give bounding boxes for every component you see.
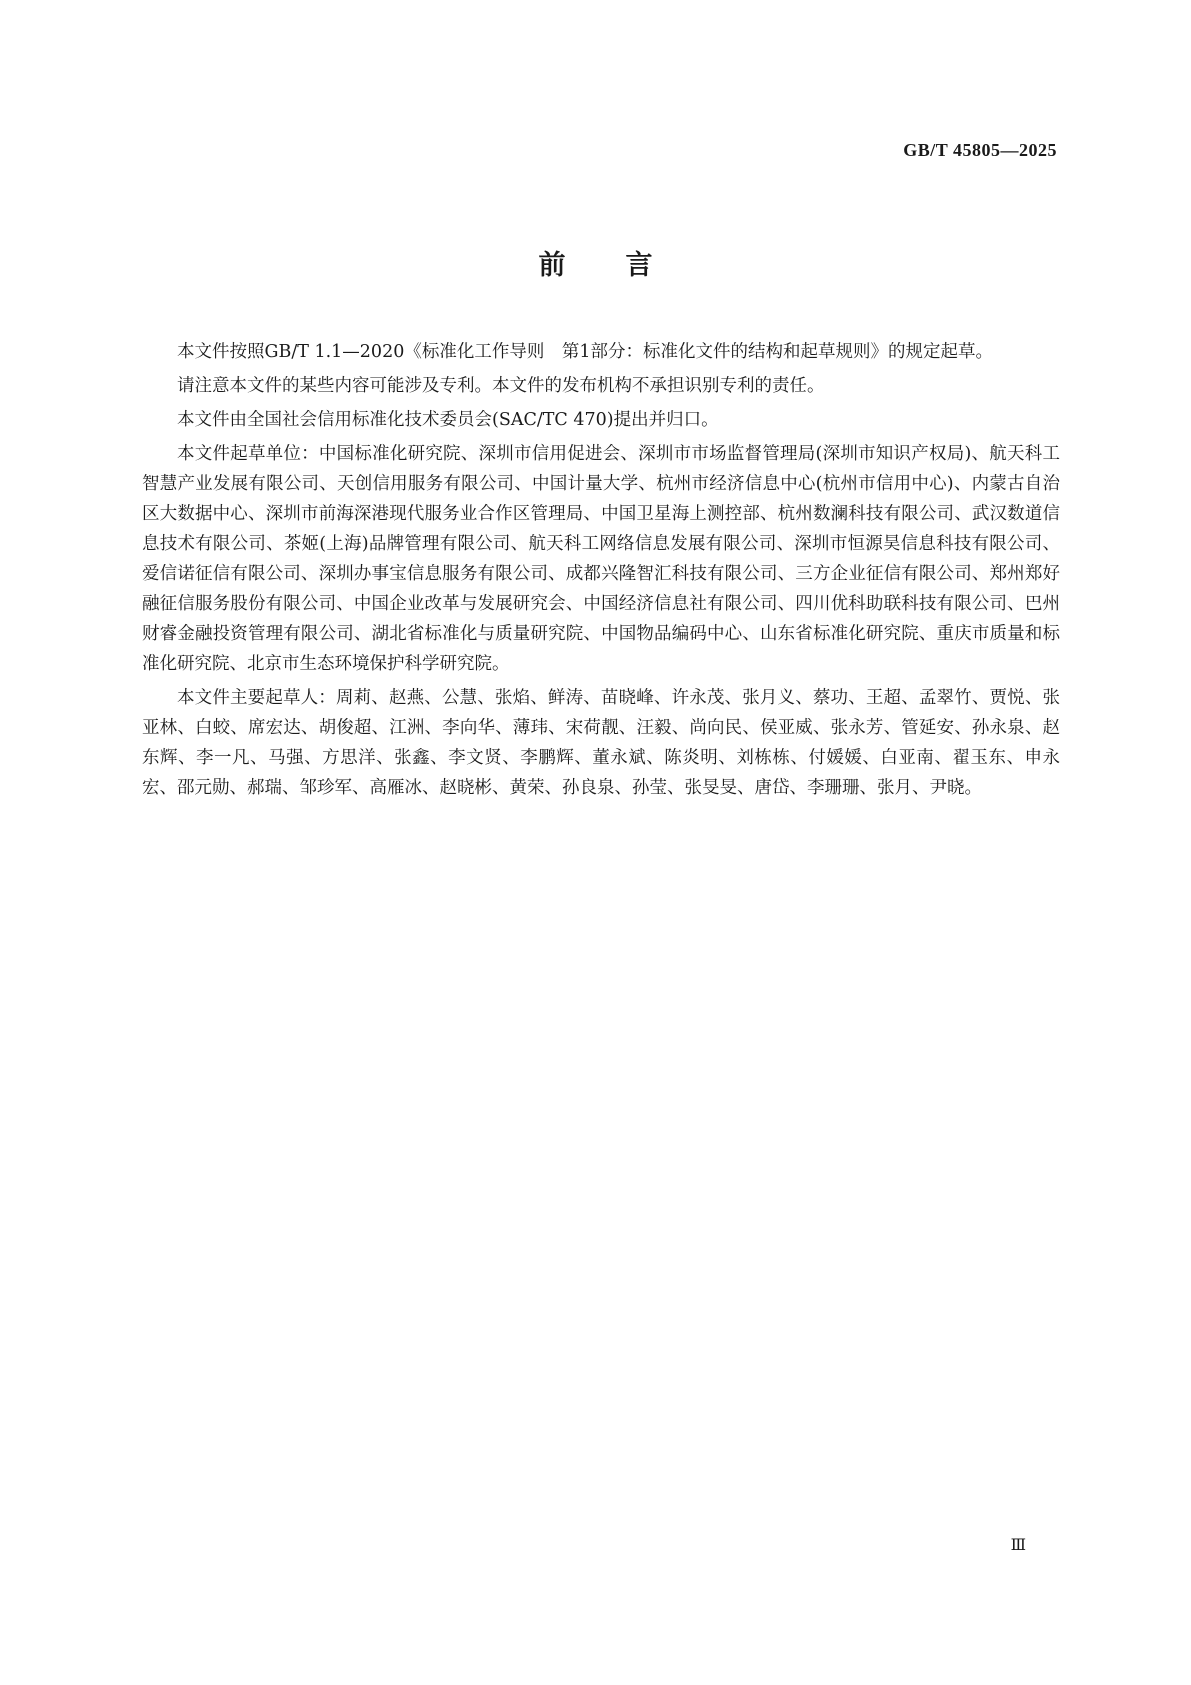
paragraph-drafting-units: 本文件起草单位：中国标准化研究院、深圳市信用促进会、深圳市市场监督管理局(深圳市知识产权局)、航天科工智慧产业发展有限公司、天创信用服务有限公司、中国计量大学、杭州市经济信息中心(杭州市信用中心)、内蒙古自治区大数据中心、深圳市前海深港现代服务业合作区管理局、中国卫星海上测控部、杭州数澜科技有限公司、武汉数道信息技术有限公司、茶姬(上海)品牌管理有限公司、航天科工网络信息发展有限公司、深圳市恒源昊信息科技有限公司、爱信诺征信有限公司、深圳办事宝信息服务有限公司、成都兴隆智汇科技有限公司、三方企业征信有限公司、郑州郑好融征信服务股份有限公司、中国企业改革与发展研究会、中国经济信息社有限公司、四川优科助联科技有限公司、巴州财睿金融投资管理有限公司、湖北省标准化与质量研究院、中国物品编码中心、山东省标准化研究院、重庆市质量和标准化研究院、北京市生态环境保护科学研究院。	[142, 444, 1060, 674]
paragraph-proposer: 本文件由全国社会信用标准化技术委员会(SAC/TC 470)提出并归口。	[177, 410, 719, 430]
foreword-body	[142, 337, 1060, 807]
paragraph-drafters: 本文件主要起草人：周莉、赵燕、公慧、张焰、鲜涛、苗晓峰、许永茂、张月义、蔡功、王超、孟翠竹、贾悦、张亚林、白蛟、席宏达、胡俊超、江洲、李向华、薄玮、宋荷靓、汪毅、尚向民、侯亚威、张永芳、管延安、孙永泉、赵东辉、李一凡、马强、方思洋、张鑫、李文贤、李鹏辉、董永斌、陈炎明、刘栋栋、付媛媛、白亚南、翟玉东、申永宏、邵元勋、郝瑞、邹珍军、高雁冰、赵晓彬、黄荣、孙良泉、孙莹、张旻旻、唐岱、李珊珊、张月、尹晓。	[142, 688, 1060, 798]
page-title: 前言	[538, 250, 713, 281]
paragraph-drafting-rules: 本文件按照GB/T 1.1—2020《标准化工作导则 第1部分：标准化文件的结构和起草规则》的规定起草。	[177, 342, 993, 362]
standard-code: GB/T 45805—2025	[903, 140, 1057, 160]
page-number: Ⅲ	[1010, 1537, 1026, 1554]
paragraph-patent-notice: 请注意本文件的某些内容可能涉及专利。本文件的发布机构不承担识别专利的责任。	[177, 376, 825, 396]
